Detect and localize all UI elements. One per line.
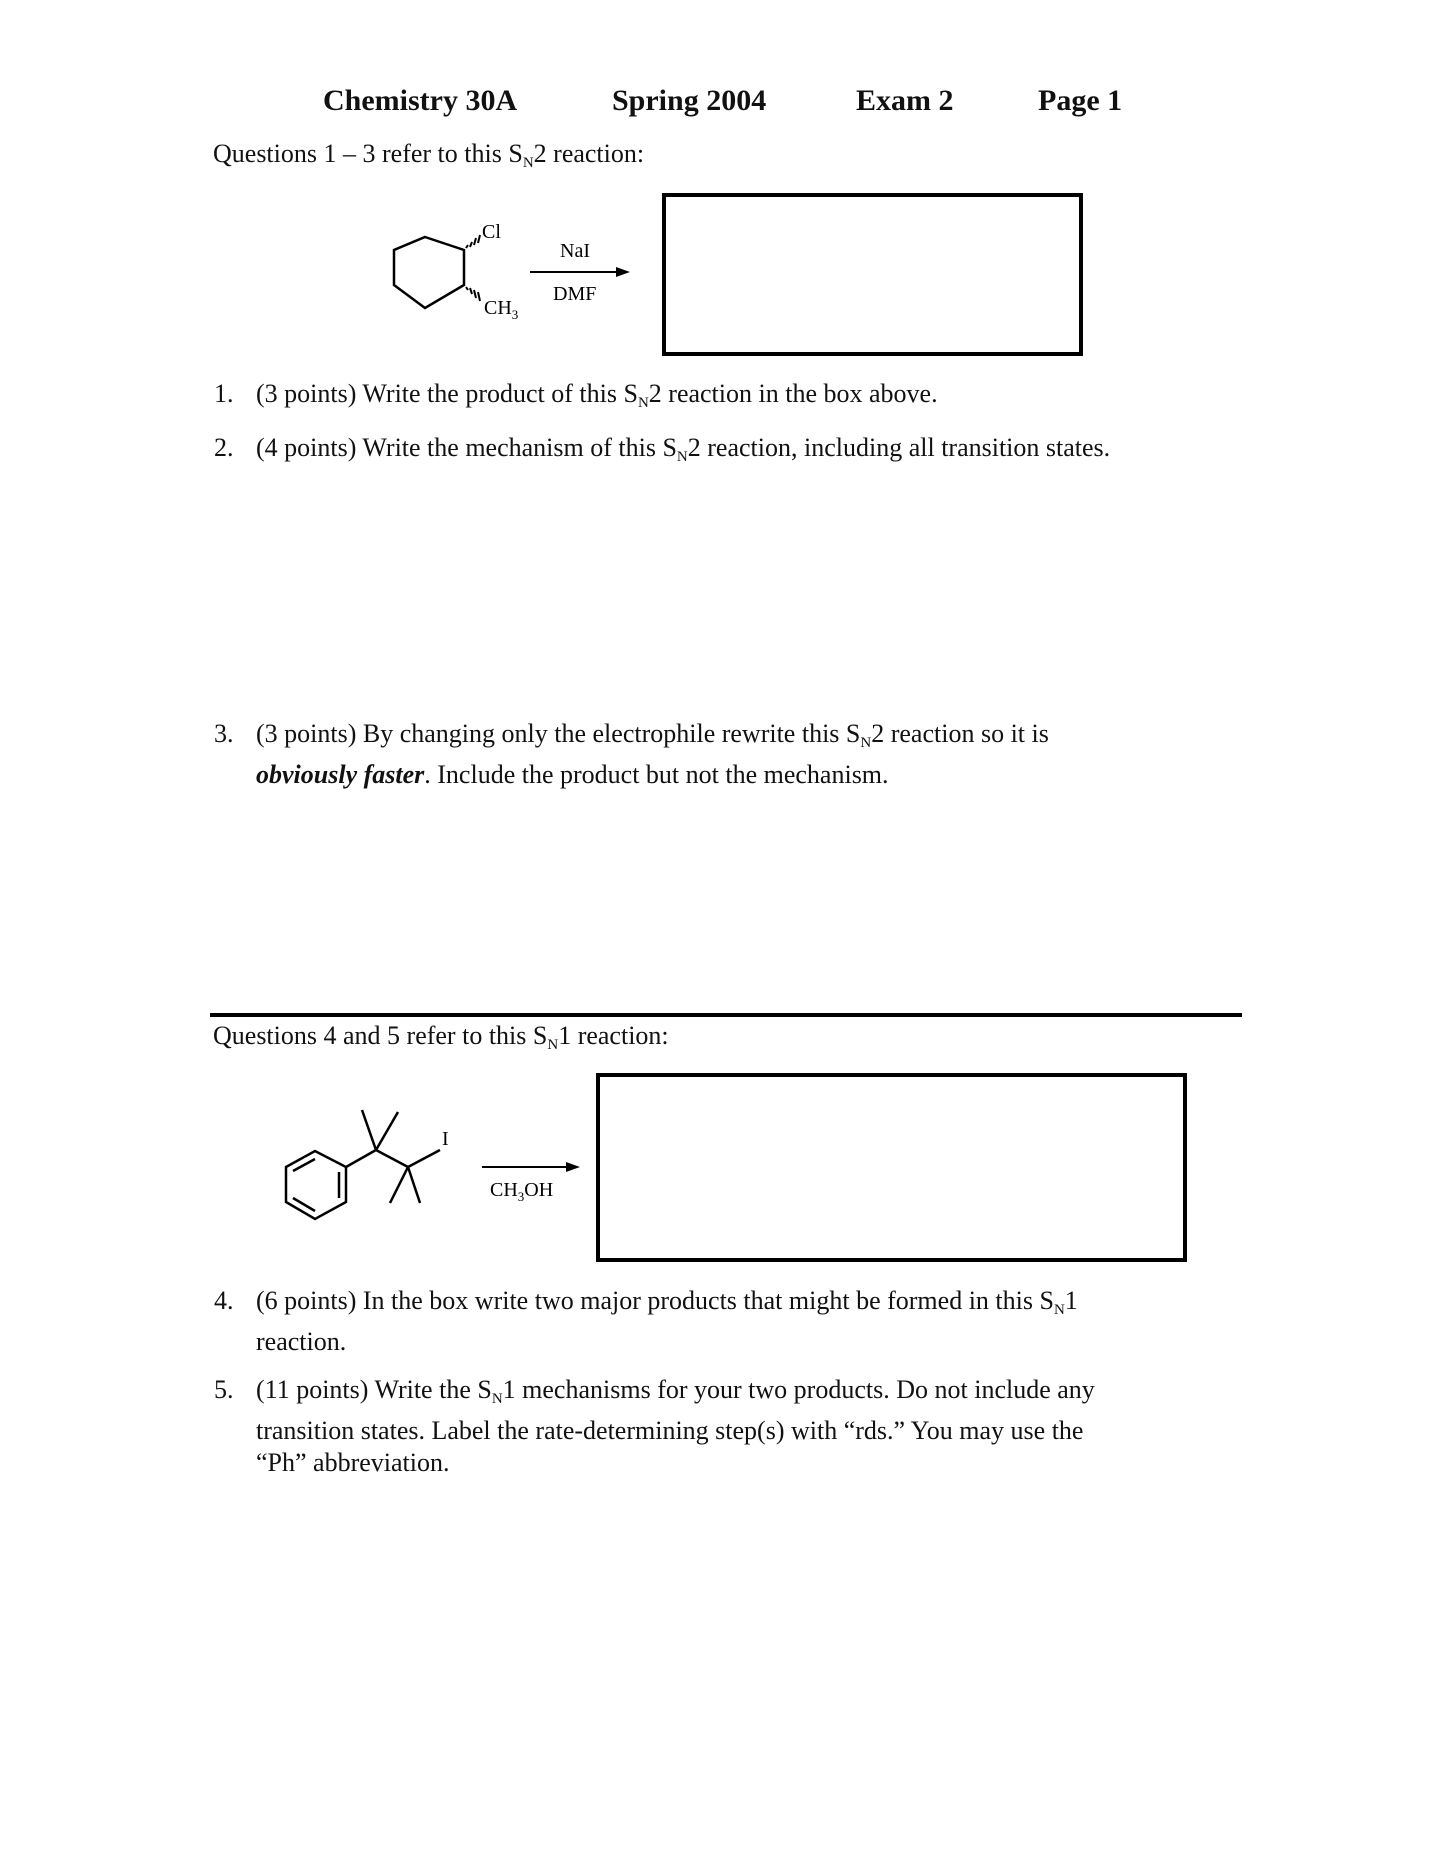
question-1-number: 1.: [214, 379, 234, 408]
question-3-number: 3.: [214, 719, 234, 748]
emphasis-obviously-faster: obviously faster: [256, 760, 425, 789]
question-3-text: (3 points) By changing only the electrophile rewrite this $S_N2$ reaction so it is obviously faster. Include the product but not the mechanism.: [256, 719, 1049, 789]
header-page: Page 1: [1038, 84, 1123, 117]
question-1-text: (3 points) Write the product of this $S_N2$ reaction in the box above.: [256, 379, 938, 411]
question-5-number: 5.: [214, 1375, 234, 1404]
hashed-bond-ch3: [466, 287, 480, 301]
substituent-i: I: [442, 1128, 449, 1150]
cyclohexane-ring: [394, 237, 464, 308]
header-term: Spring 2004: [612, 84, 767, 117]
sn2-reaction-scheme: [380, 210, 640, 330]
question-2-text: (4 points) Write the mechanism of this $S_N2$ reaction, including all transition states.: [256, 433, 1111, 465]
section1-intro: Questions 1 – 3 refer to this $S_N2$ reaction:: [213, 139, 645, 171]
substituent-ch3: $CH_3$: [484, 297, 519, 322]
reagent-nai: NaI: [560, 240, 590, 262]
arrow-head: [616, 267, 630, 277]
header-course: Chemistry 30A: [323, 84, 518, 117]
section-divider: [210, 1013, 1242, 1017]
header-exam: Exam 2: [856, 84, 954, 117]
question-4-text: (6 points) In the box write two major products that might be formed in this $S_N1$ reaction.: [256, 1286, 1078, 1356]
question-5-text: (11 points) Write the $S_N1$ mechanisms for your two products. Do not include any transition states. Label the rate-determining step(s) with “rds.” You may use the “Ph” abbreviation.: [256, 1375, 1095, 1477]
answer-box-1[interactable]: [662, 193, 1083, 356]
question-2-number: 2.: [214, 433, 234, 462]
reagent-ch3oh: $CH_3OH$: [490, 1179, 554, 1204]
sn1-reaction-scheme: [270, 1100, 590, 1230]
benzene-ring: [286, 1151, 346, 1219]
section2-intro: Questions 4 and 5 refer to this $S_N1$ reaction:: [213, 1021, 669, 1053]
substituent-cl: Cl: [482, 221, 501, 243]
hashed-bond-cl: [466, 235, 480, 248]
question-4-number: 4.: [214, 1286, 234, 1315]
arrow-head-2: [566, 1162, 580, 1172]
answer-box-2[interactable]: [596, 1073, 1187, 1262]
reagent-dmf: DMF: [553, 283, 597, 305]
tert-butyl-chain: [346, 1110, 440, 1203]
